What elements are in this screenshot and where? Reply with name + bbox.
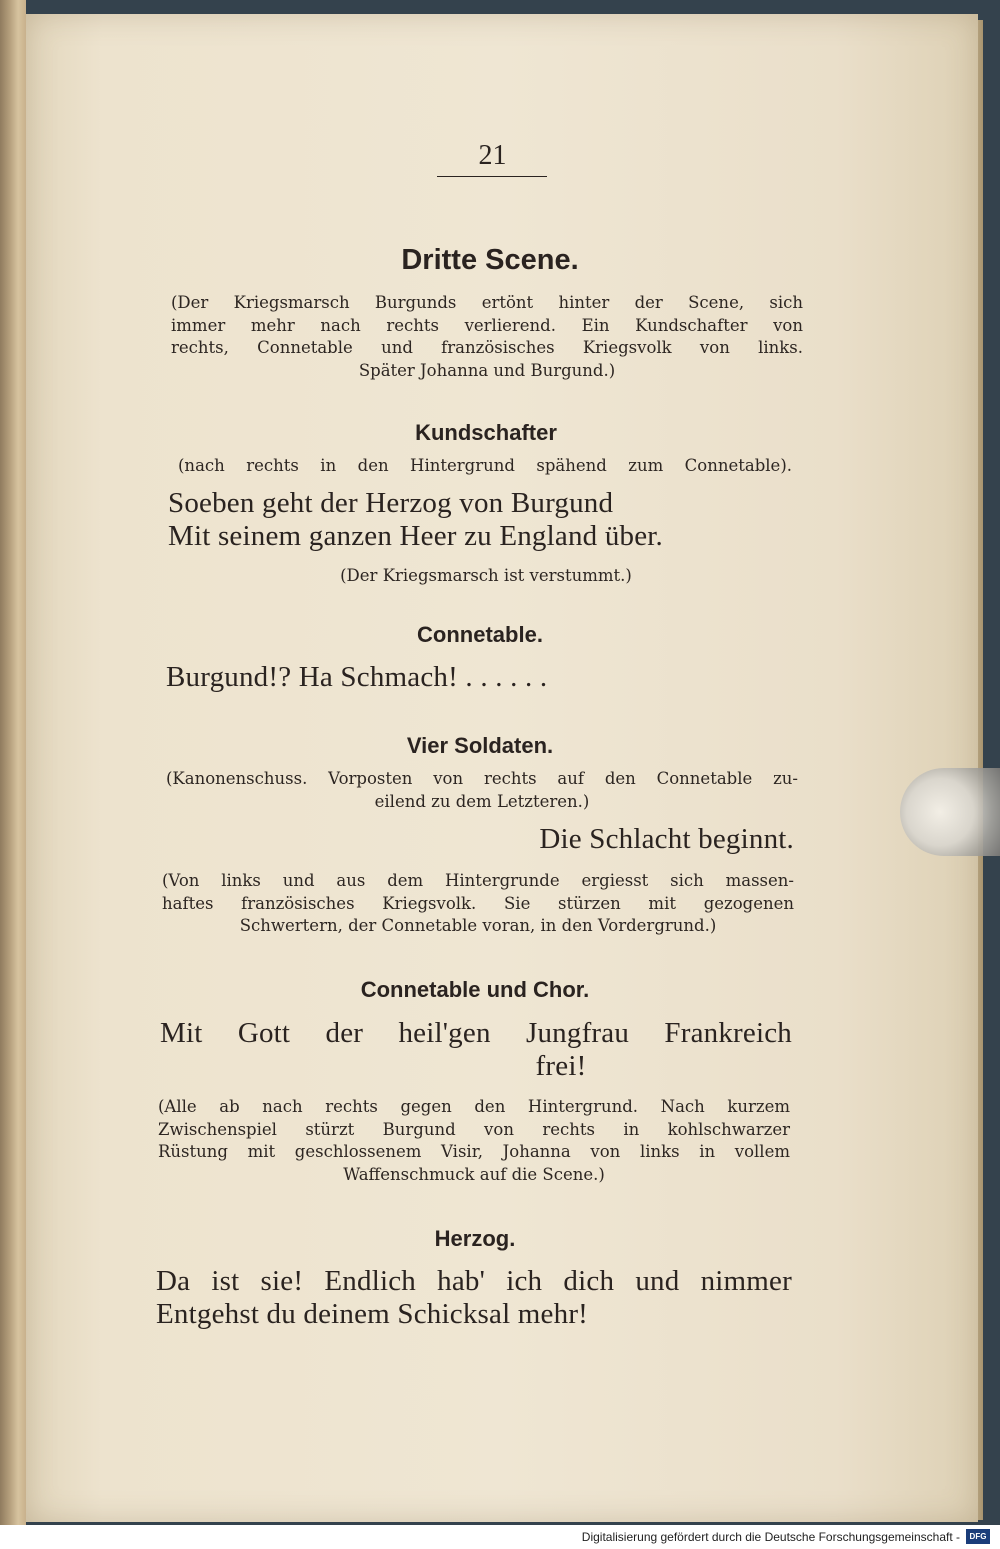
stage-line: haftes französisches Kriegsvolk. Sie stürzen mit gezogenen <box>162 893 794 913</box>
page-number: 21 <box>478 140 507 171</box>
role-vier-soldaten: Vier Soldaten. <box>406 733 554 758</box>
role-herzog: Herzog. <box>434 1226 516 1251</box>
verse-4 <box>160 1017 792 1083</box>
footer-credit: Digitalisierung gefördert durch die Deutsche Forschungsgemeinschaft - <box>581 1530 960 1544</box>
stage-line: Zwischenspiel stürzt Burgund von rechts in kohlschwarzer <box>158 1119 790 1139</box>
stage-line: immer mehr nach rechts verlierend. Ein Kundschafter von <box>171 315 803 335</box>
stage-direction-2: (nach rechts in den Hintergrund spähend zum Connetable). <box>178 456 792 475</box>
stage-direction-3: (Der Kriegsmarsch ist verstummt.) <box>340 566 632 585</box>
stage-line: rechts, Connetable und französisches Kriegsvolk von links. <box>171 338 803 357</box>
stage-direction-6 <box>158 1096 790 1186</box>
stage-line: Rüstung mit geschlossenem Visir, Johanna von links in vollem <box>158 1142 790 1161</box>
clip-marker <box>900 768 1000 856</box>
stage-line: Waffenschmuck auf die Scene.) <box>343 1164 605 1184</box>
stage-line: (Der Kriegsmarsch Burgunds ertönt hinter der Scene, sich <box>171 293 803 312</box>
scene-title: Dritte Scene. <box>401 244 579 276</box>
verse-line: frei! <box>535 1050 587 1082</box>
page-number-rule <box>437 176 547 177</box>
stage-line: (Von links und aus dem Hintergrunde ergiesst sich massen- <box>162 871 794 890</box>
verse-line: Mit seinem ganzen Heer zu England über. <box>168 520 663 552</box>
stage-line: Schwertern, der Connetable voran, in den Vordergrund.) <box>239 916 717 935</box>
role-connetable: Connetable. <box>417 622 543 647</box>
stage-line: eilend zu dem Letzteren.) <box>374 791 590 811</box>
stage-line: (Kanonenschuss. Vorposten von rechts auf den Connetable zu- <box>166 769 798 788</box>
stage-line: Später Johanna und Burgund.) <box>358 360 616 380</box>
dfg-logo: DFG <box>966 1529 990 1544</box>
verse-1 <box>168 487 788 553</box>
verse-line: Da ist sie! Endlich hab' ich dich und nimmer <box>156 1265 792 1297</box>
verse-line: Mit Gott der heil'gen Jungfrau Frankreich <box>160 1017 792 1049</box>
digitization-footer <box>0 1525 1000 1549</box>
stage-direction-1 <box>171 292 803 382</box>
stage-line: (Alle ab nach rechts gegen den Hintergrund. Nach kurzem <box>158 1097 790 1116</box>
verse-5 <box>156 1265 792 1331</box>
stage-direction-4 <box>166 768 798 813</box>
role-connetable-chor: Connetable und Chor. <box>360 977 590 1002</box>
role-kundschafter: Kundschafter <box>415 420 557 445</box>
book-spine <box>0 0 26 1525</box>
verse-line: Soeben geht der Herzog von Burgund <box>168 487 614 519</box>
stage-direction-5 <box>162 870 794 938</box>
verse-3: Die Schlacht beginnt. <box>539 823 794 855</box>
verse-2: Burgund!? Ha Schmach! . . . . . . <box>166 661 548 693</box>
verse-line: Entgehst du deinem Schicksal mehr! <box>156 1298 589 1330</box>
